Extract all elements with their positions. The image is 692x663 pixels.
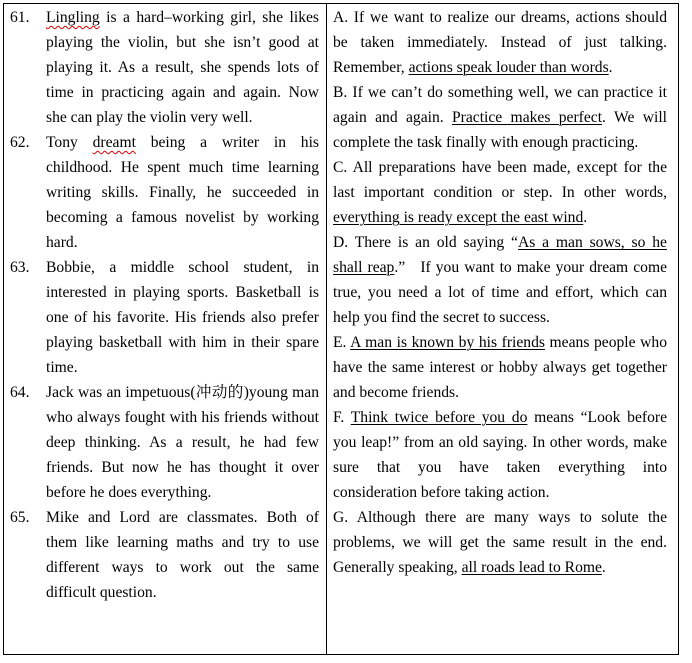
question-number: 62. (10, 134, 30, 151)
option-text: . (608, 59, 613, 76)
option-d (333, 230, 671, 330)
proverb-underlined: As a man sows, so he shall reap (333, 234, 667, 276)
proverb-underlined: Think twice before you do (350, 409, 528, 426)
option-text: C. All preparations have been made, except for the last important condition or step. In other words, (333, 159, 667, 201)
option-text: A. If we want to realize our dreams, actions should be taken immediately. Instead of just talking. Remember, (333, 9, 667, 76)
option-text: G. Although there are many ways to solute the problems, we will get the same result in the end. Generally speaking, (333, 509, 667, 576)
option-text: B. If we can’t do something well, we can practice it again and again. (333, 84, 667, 126)
misspelled-word: dreamt (92, 134, 136, 151)
option-text: . (583, 209, 588, 226)
question-number: 64. (10, 384, 30, 401)
option-text: E. (333, 334, 351, 351)
matching-table (3, 3, 679, 655)
option-text: means “Look before you leap!” from an old saying. In other words, make sure that you have taken everything into consideration before taking action. (333, 409, 667, 501)
question-63 (10, 255, 319, 380)
column-divider (326, 4, 327, 654)
option-f (333, 405, 667, 505)
option-e (333, 330, 667, 405)
options-column (333, 5, 671, 580)
option-b (333, 80, 667, 155)
proverb-underlined: A man is known by his friends (350, 334, 545, 351)
proverb-underlined: Practice makes perfect (452, 109, 603, 126)
questions-column (10, 5, 319, 605)
option-text: D. There is an old saying “ (333, 234, 518, 251)
option-text: means people who have the same interest or hobby always get together and become friends. (333, 334, 668, 401)
question-62 (10, 130, 319, 255)
question-text-part: being a writer in his childhood. He spent much time learning writing skills. Finally, he succeeded in becoming a famous novelist by working hard. (46, 134, 319, 251)
question-text-part: Tony (46, 134, 93, 151)
option-text: . (601, 559, 606, 576)
question-65 (10, 505, 319, 605)
proverb-underlined: everything is ready except the east wind (333, 209, 584, 226)
question-text-part: is a hard–working girl, she likes playing the violin, but she isn’t good at playing it. As a result, she spends lots of time in practicing again and again. Now she can play the violin very well. (46, 9, 319, 126)
question-64 (10, 380, 319, 505)
question-text: Jack was an impetuous(冲动的)young man who always fought with his friends without deep thinking. As a result, he had few friends. But now he has thought it over before he does everything. (46, 384, 319, 501)
question-number: 63. (10, 259, 30, 276)
question-number: 61. (10, 9, 30, 26)
option-text: . We will complete the task finally with enough practicing. (333, 109, 667, 151)
question-text (46, 130, 319, 255)
option-text: F. (333, 409, 351, 426)
option-a (333, 5, 667, 80)
proverb-underlined: actions speak louder than words (408, 59, 609, 76)
question-number: 65. (10, 509, 30, 526)
question-text: Mike and Lord are classmates. Both of them like learning maths and try to use different ways to work out the same difficult question. (46, 509, 319, 601)
misspelled-word: Lingling (46, 9, 100, 26)
option-c (333, 155, 667, 230)
question-text (46, 5, 319, 130)
option-text: .” If you want to make your dream come true, you need a lot of time and effort, which can help you find the secret to success. (333, 259, 671, 326)
option-g (333, 505, 667, 580)
question-text: Bobbie, a middle school student, in interested in playing sports. Basketball is one of his favorite. His friends also prefer playing basketball with him in their spare time. (46, 259, 319, 376)
question-61 (10, 5, 319, 130)
proverb-underlined: all roads lead to Rome (461, 559, 602, 576)
